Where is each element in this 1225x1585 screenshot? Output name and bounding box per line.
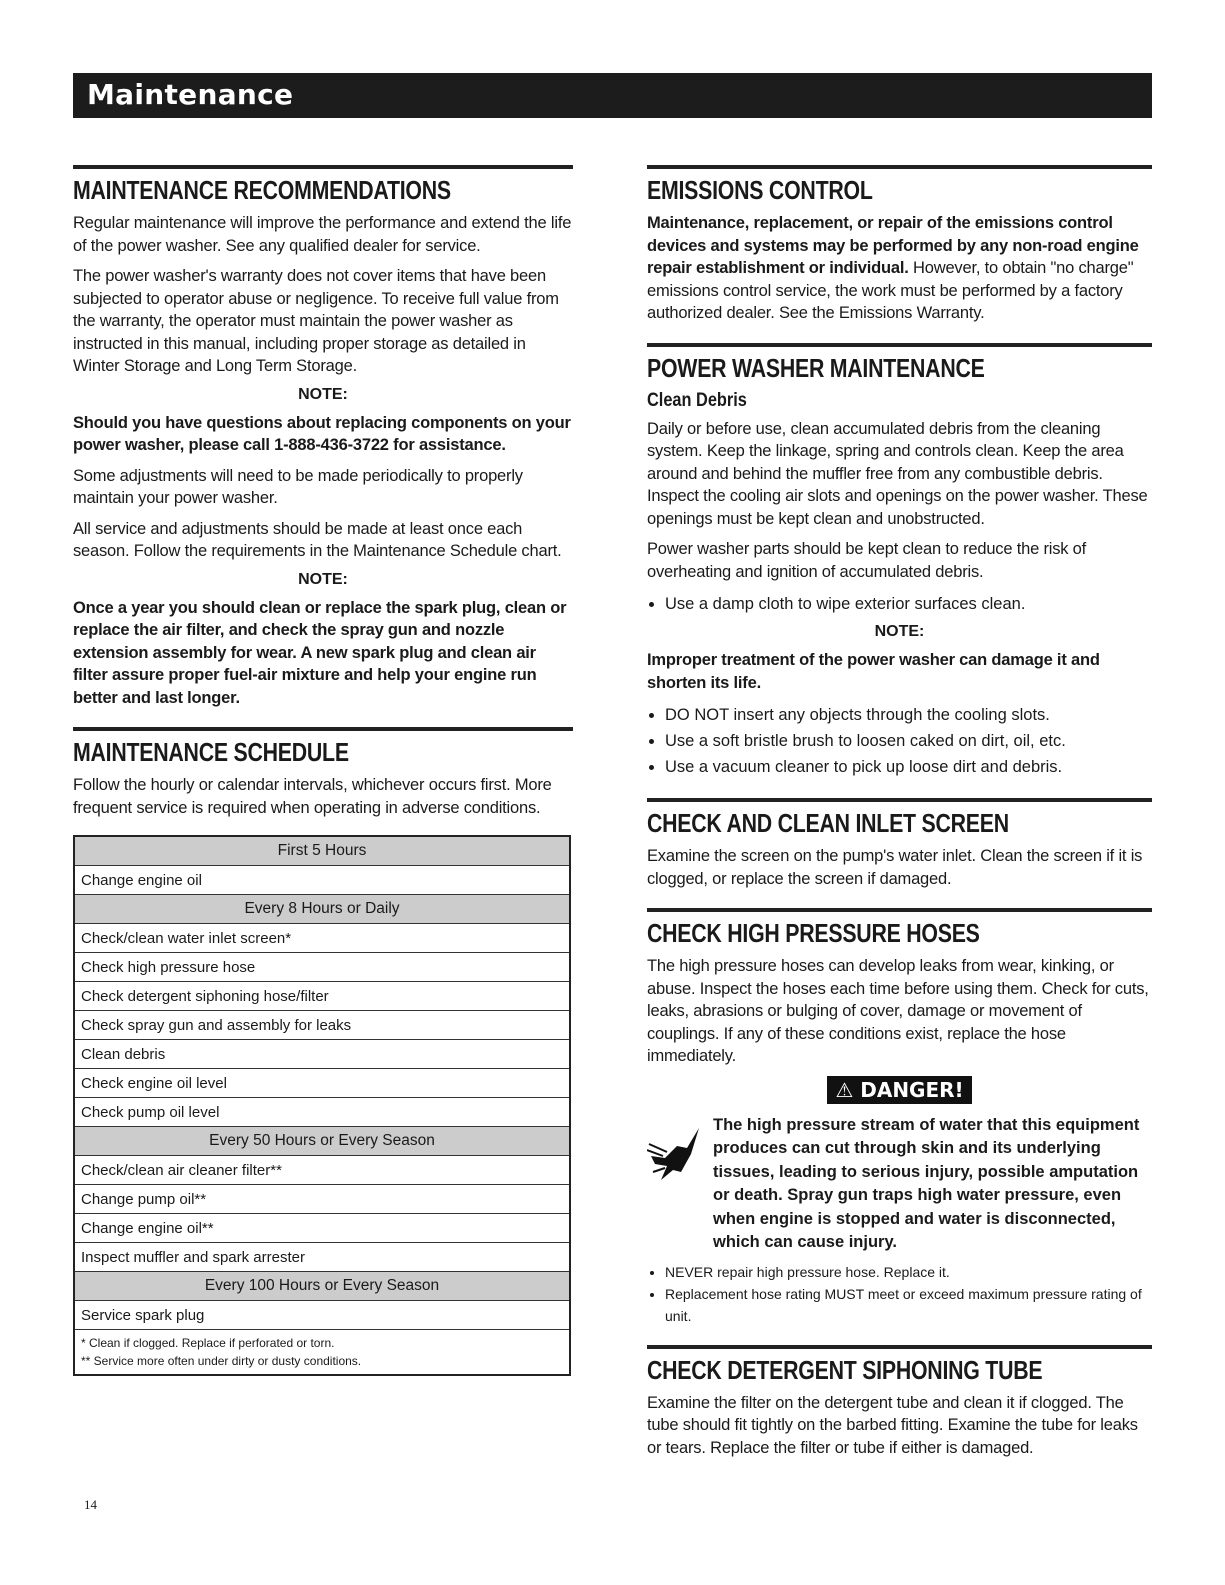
table-row: Service spark plug xyxy=(74,1301,570,1330)
list-item: • Use a vacuum cleaner to pick up loose dirt and debris. xyxy=(665,754,1152,780)
paragraph: Some adjustments will need to be made periodically to properly maintain your power washer. xyxy=(73,466,523,507)
paragraph: The high pressure hoses can develop leaks from wear, kinking, or abuse. Inspect the hoses each time before using them. Check for cuts, leaks, abrasions or bulging of cover, damage or movement of couplings. If any of these conditions exist, replace the hose immediately. xyxy=(647,957,1149,1065)
table-row: Change pump oil** xyxy=(74,1185,570,1214)
table-row: Check pump oil level xyxy=(74,1098,570,1127)
note-text: Once a year you should clean or replace the spark plug, clean or replace the air filter, and check the spray gun and nozzle extension assembly for wear. A new spark plug and clean air filter assure proper fuel-air mixture and help your engine run better and last longer. xyxy=(73,598,567,707)
paragraph: Power washer parts should be kept clean to reduce the risk of overheating and ignition of accumulated debris. xyxy=(647,540,1087,581)
section-banner xyxy=(73,73,1152,118)
section-title: MAINTENANCE RECOMMENDATIONS xyxy=(73,175,451,205)
paragraph: All service and adjustments should be made at least once each season. Follow the requirements in the Maintenance Schedule chart. xyxy=(73,519,562,560)
note-label: NOTE: xyxy=(298,570,348,588)
table-row: Check engine oil level xyxy=(74,1069,570,1098)
section-title: CHECK AND CLEAN INLET SCREEN xyxy=(647,808,1009,838)
table-header: Every 100 Hours or Every Season xyxy=(74,1272,570,1301)
maintenance-recommendations xyxy=(73,165,573,709)
bullet-list xyxy=(647,1261,1152,1327)
bullet-list xyxy=(647,702,1152,780)
table-row: Check/clean air cleaner filter** xyxy=(74,1156,570,1185)
danger-badge xyxy=(827,1076,971,1104)
table-row: Change engine oil xyxy=(74,866,570,895)
section-rule xyxy=(73,165,573,169)
danger-label: DANGER! xyxy=(860,1077,964,1102)
table-row: Inspect muffler and spark arrester xyxy=(74,1243,570,1272)
emissions-control xyxy=(647,165,1152,325)
bullet-list xyxy=(647,591,1152,617)
injection-hazard-icon xyxy=(647,1124,705,1186)
table-row: Check high pressure hose xyxy=(74,953,570,982)
danger-body xyxy=(647,1114,1152,1255)
maintenance-schedule xyxy=(73,727,573,1376)
paragraph: Daily or before use, clean accumulated debris from the cleaning system. Keep the linkage, spring and controls clean. Keep the area around and behind the muffler free from any combustible debris. Inspect the cooling air slots and openings on the power washer. These openings must be kept clean and unobstructed. xyxy=(647,419,1148,528)
section-rule xyxy=(647,343,1152,347)
check-high-pressure-hoses xyxy=(647,908,1152,1327)
section-title: EMISSIONS CONTROL xyxy=(647,175,873,205)
section-title: MAINTENANCE SCHEDULE xyxy=(73,737,349,767)
table-row: Clean debris xyxy=(74,1040,570,1069)
paragraph: Examine the screen on the pump's water inlet. Clean the screen if it is clogged, or replace the screen if damaged. xyxy=(647,847,1143,888)
table-row: Change engine oil** xyxy=(74,1214,570,1243)
section-title: CHECK HIGH PRESSURE HOSES xyxy=(647,918,980,948)
schedule-table xyxy=(73,835,571,1376)
table-header: Every 8 Hours or Daily xyxy=(74,895,570,924)
table-header: First 5 Hours xyxy=(74,836,570,866)
section-rule xyxy=(647,1345,1152,1349)
paragraph-text: However, to obtain "no charge" emissions control service, the work must be performed by a factory authorized dealer. See the Emissions Warranty. xyxy=(647,259,1134,322)
section-rule xyxy=(647,165,1152,169)
table-row: Check detergent siphoning hose/filter xyxy=(74,982,570,1011)
right-column xyxy=(647,165,1152,1477)
warning-triangle-icon: ⚠ xyxy=(835,1077,854,1102)
table-header: Every 50 Hours or Every Season xyxy=(74,1127,570,1156)
paragraph: Follow the hourly or calendar intervals, whichever occurs first. More frequent service is required when operating in adverse conditions. xyxy=(73,776,552,817)
check-inlet-screen xyxy=(647,798,1152,890)
table-row: Check spray gun and assembly for leaks xyxy=(74,1011,570,1040)
list-item: • Use a damp cloth to wipe exterior surfaces clean. xyxy=(665,591,1152,617)
list-item: • Replacement hose rating MUST meet or exceed maximum pressure rating of unit. xyxy=(665,1283,1152,1327)
table-row: Check/clean water inlet screen* xyxy=(74,924,570,953)
note-label: NOTE: xyxy=(874,623,925,640)
subsection-title: Clean Debris xyxy=(647,389,747,411)
paragraph xyxy=(647,212,1152,325)
check-detergent-tube xyxy=(647,1345,1152,1460)
note-text: Should you have questions about replacing components on your power washer, please call 1-888-436-3722 for assistance. xyxy=(73,413,571,454)
footnote: * Clean if clogged. Replace if perforated or torn. xyxy=(81,1336,335,1350)
paragraph: Regular maintenance will improve the performance and extend the life of the power washer. See any qualified dealer for service. xyxy=(73,214,572,255)
section-title: CHECK DETERGENT SIPHONING TUBE xyxy=(647,1354,1043,1385)
left-column xyxy=(73,165,573,1394)
section-title: POWER WASHER MAINTENANCE xyxy=(647,352,985,383)
list-item: • NEVER repair high pressure hose. Replace it. xyxy=(665,1261,1152,1283)
section-rule xyxy=(73,727,573,731)
page-number: 14 xyxy=(84,1497,97,1512)
note-label: NOTE: xyxy=(298,385,348,403)
list-item: • DO NOT insert any objects through the cooling slots. xyxy=(665,702,1152,728)
table-footnotes xyxy=(74,1330,570,1376)
power-washer-maintenance xyxy=(647,343,1152,781)
bold-text: Maintenance, replacement, or repair of the emissions control devices and systems may be performed by any non-road engine repair establishment or individual. xyxy=(647,214,1139,277)
banner-title: Maintenance xyxy=(87,78,294,111)
danger-text: The high pressure stream of water that this equipment produces can cut through skin and its underlying tissues, leading to serious injury, possible amputation or death. Spray gun traps high water pressure, even when engine is stopped and water is disconnected, which can cause injury. xyxy=(713,1115,1140,1251)
section-rule xyxy=(647,798,1152,802)
list-item: • Use a soft bristle brush to loosen caked on dirt, oil, etc. xyxy=(665,728,1152,754)
danger-label-wrap xyxy=(647,1076,1152,1104)
paragraph: Examine the filter on the detergent tube and clean it if clogged. The tube should fit tightly on the barbed fitting. Examine the tube for leaks or tears. Replace the filter or tube if either is damaged. xyxy=(647,1393,1138,1457)
section-rule xyxy=(647,908,1152,912)
paragraph: The power washer's warranty does not cover items that have been subjected to operator abuse or negligence. To receive full value from the warranty, the operator must maintain the power washer as instructed in this manual, including proper storage as detailed in Winter Storage and Long Term Storage. xyxy=(73,267,559,375)
note-text: Improper treatment of the power washer can damage it and shorten its life. xyxy=(647,651,1100,692)
footnote: ** Service more often under dirty or dusty conditions. xyxy=(81,1354,362,1368)
